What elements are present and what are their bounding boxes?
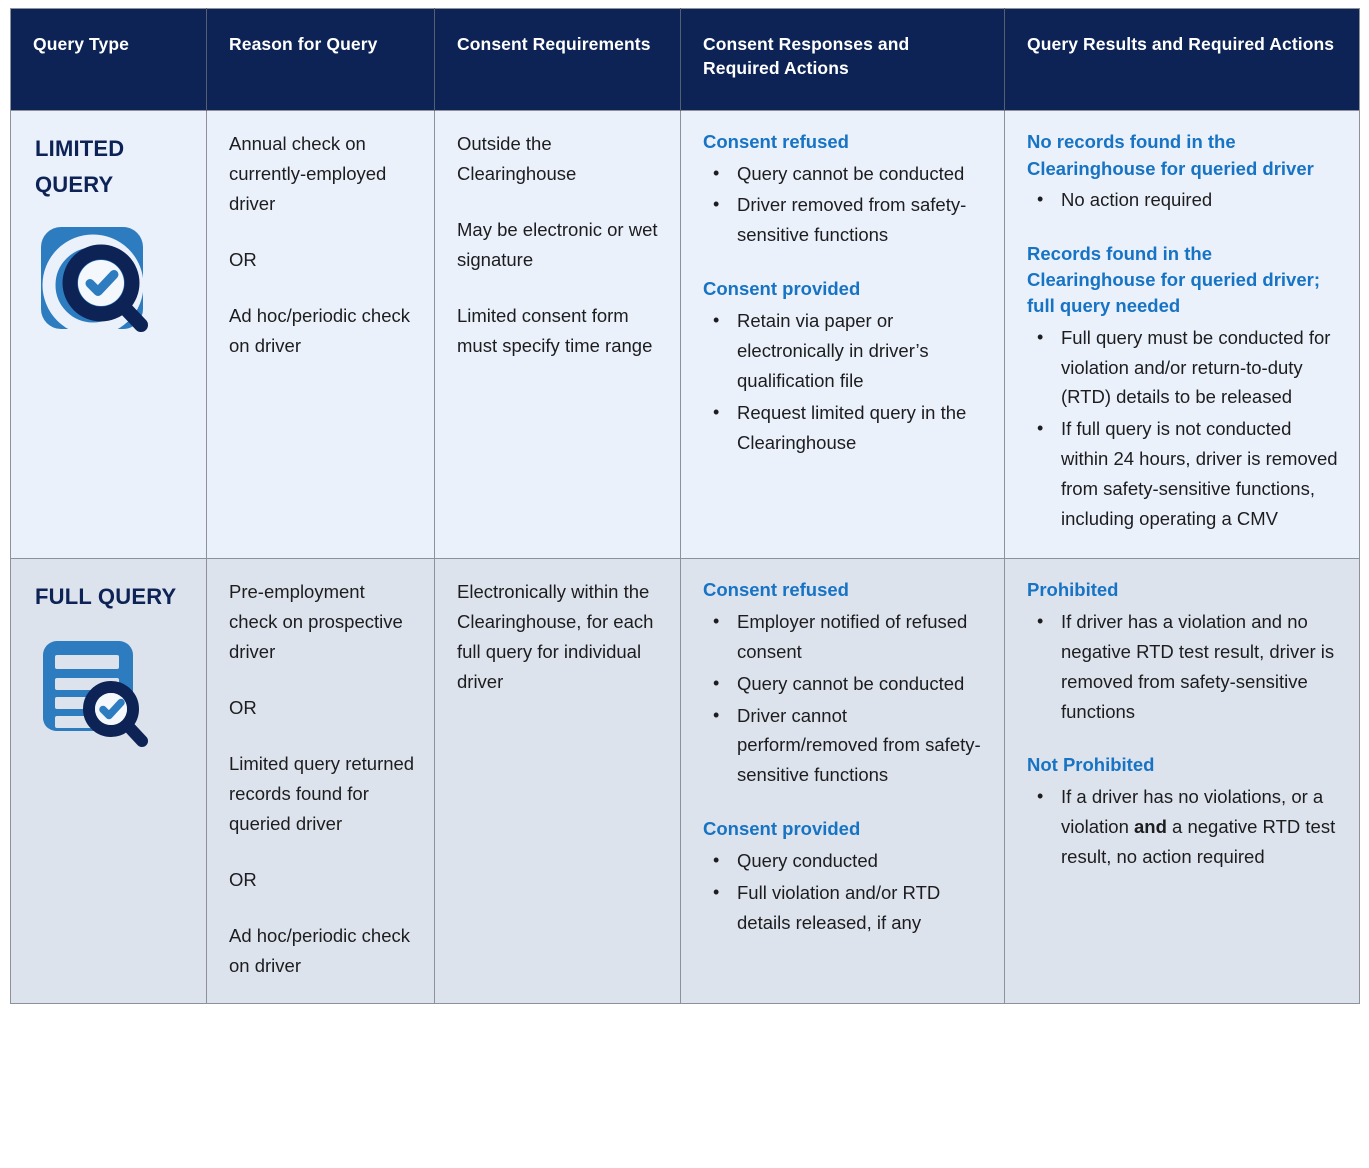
list-item: • Retain via paper or electronically in driver’s qualification file	[709, 306, 988, 396]
cell-query-results-limited	[1005, 111, 1360, 559]
sub-heading: Prohibited	[1027, 579, 1119, 601]
consent-response-block	[703, 129, 988, 250]
bullet-list	[1027, 607, 1343, 727]
reason-text: Pre-employment check on prospective driver	[229, 581, 403, 663]
cell-query-type-limited	[11, 111, 207, 559]
column-header-query-type: Query Type	[11, 9, 207, 111]
list-item: • Query cannot be conducted	[709, 159, 988, 189]
table-header	[11, 9, 1360, 111]
query-result-block	[1027, 241, 1343, 535]
sub-heading: Consent refused	[703, 579, 849, 601]
list-item: • Request limited query in the Clearinghouse	[709, 398, 988, 458]
list-item: • Full violation and/or RTD details released, if any	[709, 878, 988, 938]
sub-heading: No records found in the Clearinghouse for queried driver	[1027, 131, 1314, 179]
query-result-block	[1027, 752, 1343, 871]
cell-consent-responses-full	[681, 559, 1005, 1004]
list-item: • If full query is not conducted within 24 hours, driver is removed from safety-sensitive functions, including operating a CMV	[1033, 414, 1343, 534]
bullet-list	[1027, 185, 1343, 215]
column-header-consent-responses: Consent Responses and Required Actions	[681, 9, 1005, 111]
cell-query-results-full	[1005, 559, 1360, 1004]
list-item: • If a driver has no violations, or a violation and a negative RTD test result, no action required	[1033, 782, 1343, 872]
reason-text: OR	[229, 249, 257, 271]
cell-consent-requirements-full	[435, 559, 681, 1004]
query-comparison-table	[10, 8, 1360, 1004]
column-header-consent-requirements: Consent Requirements	[435, 9, 681, 111]
column-header-query-results: Query Results and Required Actions	[1005, 9, 1360, 111]
bullet-list	[1027, 782, 1343, 872]
sub-heading: Not Prohibited	[1027, 754, 1155, 776]
query-result-block	[1027, 129, 1343, 215]
document-magnifier-check-icon	[35, 633, 155, 753]
reason-text: Limited query returned records found for queried driver	[229, 753, 415, 835]
consent-response-block	[703, 816, 988, 937]
reason-text: OR	[229, 697, 257, 719]
cell-reason-limited	[207, 111, 435, 559]
bullet-list	[703, 846, 988, 938]
list-item: • No action required	[1033, 185, 1343, 215]
cell-query-type-full	[11, 559, 207, 1004]
bullet-list	[703, 306, 988, 458]
reason-text: Ad hoc/periodic check on driver	[229, 305, 410, 357]
table-header-row	[11, 9, 1360, 111]
list-item: • Driver cannot perform/removed from safety-sensitive functions	[709, 701, 988, 791]
list-item: • Query conducted	[709, 846, 988, 876]
query-type-label: LIMITED QUERY	[35, 136, 125, 197]
list-item: • Query cannot be conducted	[709, 669, 988, 699]
cell-consent-responses-limited	[681, 111, 1005, 559]
sub-heading: Records found in the Clearinghouse for queried driver; full query needed	[1027, 242, 1320, 317]
consent-response-block	[703, 276, 988, 457]
query-type-label: FULL QUERY	[35, 584, 177, 610]
consent-requirement-text: May be electronic or wet signature	[457, 219, 658, 271]
list-item: • Employer notified of refused consent	[709, 607, 988, 667]
consent-requirement-text: Electronically within the Clearinghouse, for each full query for individual driver	[457, 581, 654, 693]
cell-consent-requirements-limited	[435, 111, 681, 559]
reason-text: Annual check on currently-employed driver	[229, 133, 387, 215]
sub-heading: Consent provided	[703, 818, 861, 840]
consent-requirement-text: Outside the Clearinghouse	[457, 133, 577, 185]
reason-text: Ad hoc/periodic check on driver	[229, 925, 410, 977]
table-row	[11, 559, 1360, 1004]
reason-text: OR	[229, 869, 257, 891]
consent-requirement-text: Limited consent form must specify time range	[457, 305, 653, 357]
table-row	[11, 111, 1360, 559]
bullet-list	[1027, 323, 1343, 535]
consent-response-block	[703, 577, 988, 790]
list-item: • Full query must be conducted for violation and/or return-to-duty (RTD) details to be released	[1033, 323, 1343, 413]
list-item: • If driver has a violation and no negative RTD test result, driver is removed from safety-sensitive functions	[1033, 607, 1343, 727]
table-body	[11, 111, 1360, 1004]
query-result-block	[1027, 577, 1343, 726]
bullet-list	[703, 159, 988, 251]
magnifier-check-badge-icon	[35, 221, 155, 341]
bullet-list	[703, 607, 988, 791]
sub-heading: Consent provided	[703, 278, 861, 300]
cell-reason-full	[207, 559, 435, 1004]
sub-heading: Consent refused	[703, 131, 849, 153]
column-header-reason-for-query: Reason for Query	[207, 9, 435, 111]
list-item: • Driver removed from safety-sensitive functions	[709, 190, 988, 250]
